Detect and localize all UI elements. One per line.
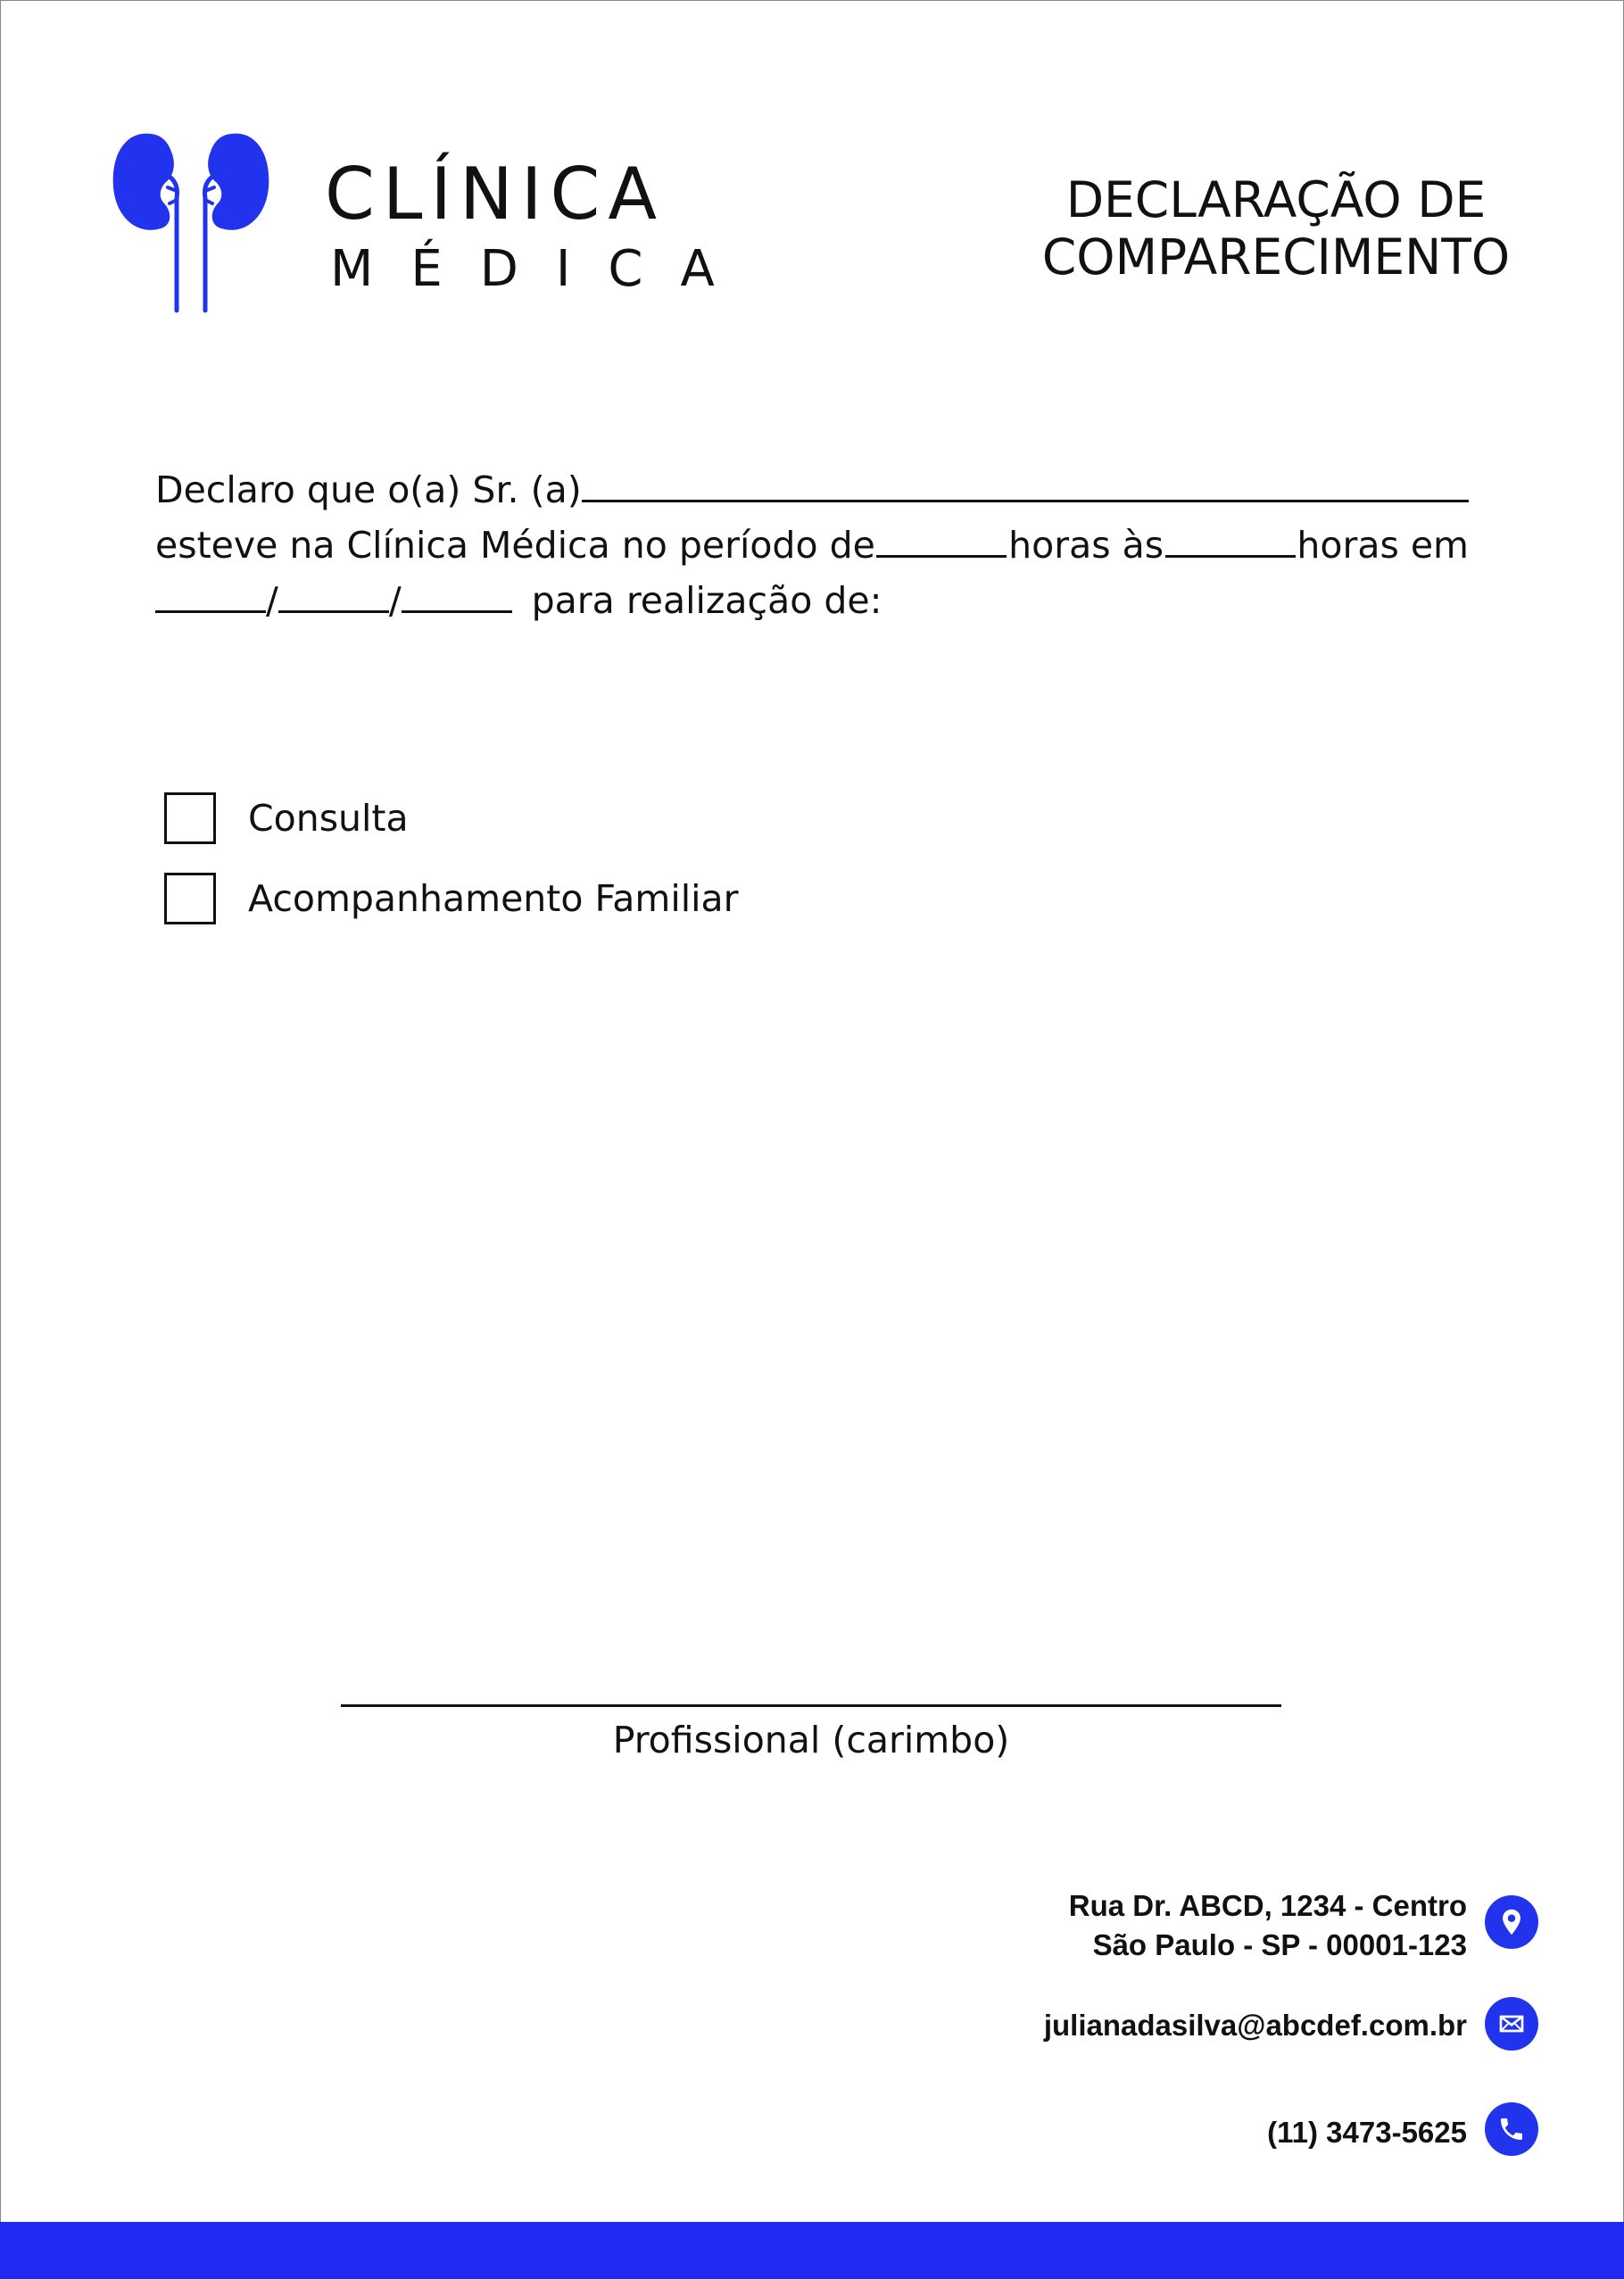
declaration-line-2 xyxy=(155,518,1469,573)
clinic-subtitle: MÉDICA xyxy=(330,240,752,298)
hours-to-text: horas às xyxy=(1008,524,1164,567)
location-pin-icon xyxy=(1485,1895,1538,1949)
footer-bar xyxy=(0,2222,1624,2279)
consulta-label: Consulta xyxy=(248,797,409,840)
patient-name-blank[interactable] xyxy=(582,469,1469,502)
document-title-line2: COMPARECIMENTO xyxy=(1041,228,1511,286)
purpose-text: para realização de: xyxy=(531,579,882,622)
date-day-blank[interactable] xyxy=(155,580,266,613)
date-separator: / xyxy=(388,579,402,622)
consulta-checkbox[interactable] xyxy=(164,792,216,844)
date-year-blank[interactable] xyxy=(402,580,512,613)
option-consulta[interactable] xyxy=(164,792,409,844)
document-title xyxy=(999,171,1553,286)
kidneys-icon xyxy=(111,128,271,316)
address-line1: Rua Dr. ABCD, 1234 - Centro xyxy=(1068,1889,1467,1922)
email[interactable]: julianadasilva@abcdef.com.br xyxy=(1043,2009,1467,2042)
signature-label: Profissional (carimbo) xyxy=(612,1719,1010,1761)
document-title-line1: DECLARAÇÃO DE xyxy=(1065,171,1487,228)
clinic-name: CLÍNICA xyxy=(325,153,666,236)
declaration-line-1 xyxy=(155,462,1469,518)
period-text: esteve na Clínica Médica no período de xyxy=(155,524,875,567)
declaration-prefix: Declaro que o(a) Sr. (a) xyxy=(155,468,582,511)
address xyxy=(1069,1886,1467,1965)
address-line2: São Paulo - SP - 00001-123 xyxy=(1092,1928,1467,1961)
signature-line[interactable] xyxy=(341,1704,1281,1707)
acompanhamento-checkbox[interactable] xyxy=(164,873,216,924)
hours-on-text: horas em xyxy=(1297,524,1469,567)
option-acompanhamento[interactable] xyxy=(164,873,739,924)
phone-number[interactable]: (11) 3473-5625 xyxy=(1267,2116,1467,2149)
envelope-icon xyxy=(1485,1997,1538,2051)
phone-icon xyxy=(1485,2102,1538,2156)
declaration-text xyxy=(155,462,1469,628)
acompanhamento-label: Acompanhamento Familiar xyxy=(248,877,739,920)
date-separator: / xyxy=(266,579,278,622)
declaration-line-3 xyxy=(155,573,1469,628)
date-month-blank[interactable] xyxy=(278,580,389,613)
start-time-blank[interactable] xyxy=(876,525,1007,558)
end-time-blank[interactable] xyxy=(1165,525,1296,558)
